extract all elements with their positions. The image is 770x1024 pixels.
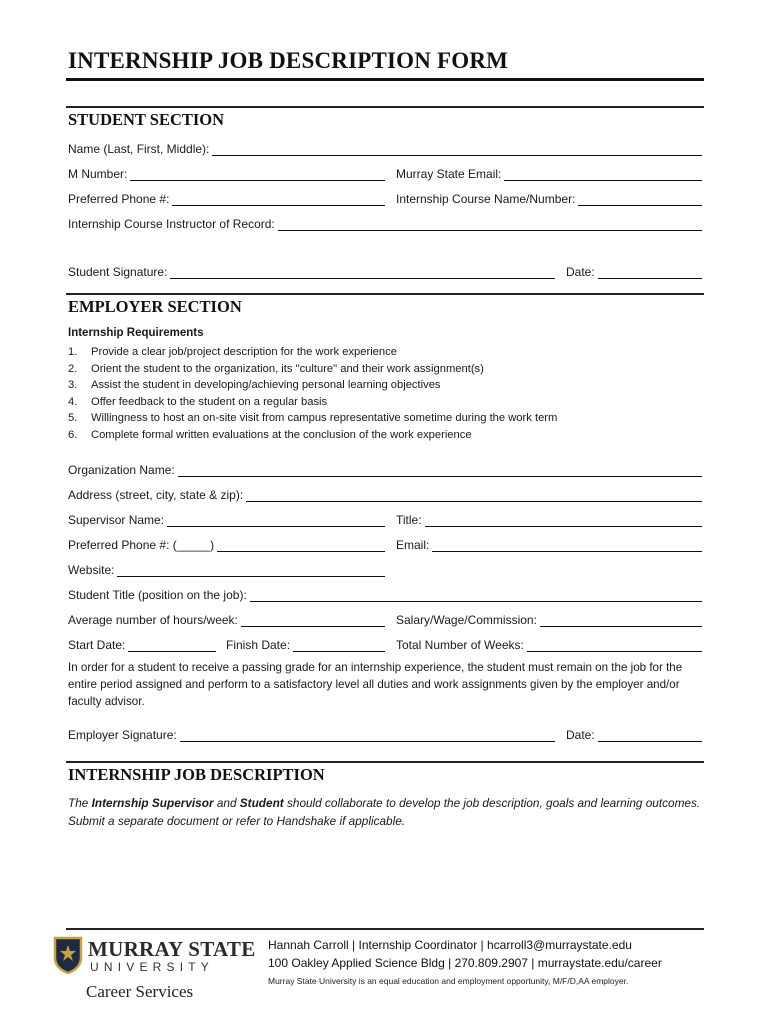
student-phone-label: Preferred Phone #: [68, 192, 170, 206]
grading-notice: In order for a student to receive a passing grade for an internship experience, the student must remain on the job for the entire period assigned and perform to a satisfactory level all duties and work assignments given by the employer and/or faculty advisor. [68, 661, 683, 708]
student-signature-label: Student Signature: [68, 265, 168, 279]
student-email-row [396, 165, 702, 181]
course-row [396, 190, 702, 206]
footer-line-2: 100 Oakley Applied Science Bldg | 270.809.2907 | murraystate.edu/career [268, 956, 662, 970]
weeks-row [396, 636, 702, 652]
course-field[interactable] [578, 192, 702, 206]
website-row [68, 561, 385, 577]
address-field[interactable] [246, 488, 702, 502]
student-section-divider [66, 106, 704, 108]
instructor-field[interactable] [278, 217, 702, 231]
hours-row [68, 611, 385, 627]
website-label: Website: [68, 563, 115, 577]
requirements-heading: Internship Requirements [68, 327, 204, 339]
hours-field[interactable] [241, 613, 385, 627]
hours-label: Average number of hours/week: [68, 613, 238, 627]
employer-email-row [396, 536, 702, 552]
requirements-list [68, 344, 557, 443]
start-date-label: Start Date: [68, 638, 126, 652]
student-phone-row [68, 190, 385, 206]
list-item: 1. Provide a clear job/project description for the work experience [68, 346, 397, 358]
employer-phone-field[interactable] [217, 538, 385, 552]
list-item: 6. Complete formal written evaluations at the conclusion of the work experience [68, 428, 472, 441]
supervisor-title-label: Title: [396, 513, 422, 527]
student-title-row [68, 586, 702, 602]
form-title: INTERNSHIP JOB DESCRIPTION FORM [68, 48, 509, 73]
employer-section-heading: EMPLOYER SECTION [68, 297, 242, 316]
student-date-field[interactable] [598, 265, 702, 279]
salary-row [396, 611, 702, 627]
employer-email-label: Email: [396, 538, 430, 552]
address-row [68, 486, 702, 502]
student-name-label: Name (Last, First, Middle): [68, 142, 210, 156]
employer-date-row [566, 726, 702, 742]
employer-signature-label: Employer Signature: [68, 728, 177, 742]
logo-university: UNIVERSITY [90, 960, 215, 974]
list-item: 4. Offer feedback to the student on a regular basis [68, 395, 328, 408]
supervisor-title-field[interactable] [425, 513, 702, 527]
course-label: Internship Course Name/Number: [396, 192, 576, 206]
student-name-field[interactable] [212, 142, 702, 156]
salary-field[interactable] [540, 613, 702, 627]
mnumber-label: M Number: [68, 167, 128, 181]
logo-name: MURRAY STATE [88, 937, 256, 961]
student-phone-field[interactable] [172, 192, 385, 206]
student-title-field[interactable] [250, 588, 702, 602]
employer-date-label: Date: [566, 728, 595, 742]
footer-eeo-notice: Murray State University is an equal education and employment opportunity, M/F/D,AA employer. [268, 976, 629, 986]
weeks-field[interactable] [527, 638, 702, 652]
employer-email-field[interactable] [432, 538, 702, 552]
student-name-row [68, 140, 702, 156]
murray-state-logo [52, 934, 262, 1000]
student-email-field[interactable] [504, 167, 702, 181]
student-section-heading: STUDENT SECTION [68, 110, 225, 129]
employer-signature-field[interactable] [180, 728, 555, 742]
start-date-row [68, 636, 216, 652]
student-signature-field[interactable] [170, 265, 555, 279]
list-item: 2. Orient the student to the organization, its "culture" and their work assignment(s) [68, 362, 484, 375]
mnumber-field[interactable] [130, 167, 385, 181]
finish-date-field[interactable] [293, 638, 385, 652]
shield-icon [53, 936, 83, 974]
salary-label: Salary/Wage/Commission: [396, 613, 537, 627]
student-title-label: Student Title (position on the job): [68, 588, 247, 602]
instructor-label: Internship Course Instructor of Record: [68, 217, 275, 231]
finish-date-label: Finish Date: [226, 638, 291, 652]
footer-contact [268, 936, 662, 990]
footer-line-1: Hannah Carroll | Internship Coordinator | hcarroll3@murraystate.edu [268, 938, 632, 952]
org-name-label: Organization Name: [68, 463, 175, 477]
website-field[interactable] [117, 563, 385, 577]
finish-date-row [226, 636, 385, 652]
supervisor-row [68, 511, 385, 527]
supervisor-field[interactable] [167, 513, 385, 527]
job-description-divider [66, 761, 704, 763]
job-description-heading: INTERNSHIP JOB DESCRIPTION [68, 765, 325, 784]
employer-section-divider [66, 293, 704, 295]
student-date-label: Date: [566, 265, 595, 279]
org-name-row [68, 461, 702, 477]
supervisor-label: Supervisor Name: [68, 513, 165, 527]
supervisor-title-row [396, 511, 702, 527]
employer-date-field[interactable] [598, 728, 702, 742]
logo-department: Career Services [86, 982, 194, 1001]
employer-phone-label: Preferred Phone #: (_____) [68, 538, 215, 552]
student-signature-row [68, 263, 555, 279]
mnumber-row [68, 165, 385, 181]
org-name-field[interactable] [178, 463, 702, 477]
student-date-row [566, 263, 702, 279]
weeks-label: Total Number of Weeks: [396, 638, 524, 652]
title-divider [66, 78, 704, 81]
address-label: Address (street, city, state & zip): [68, 488, 244, 502]
list-item: 5. Willingness to host an on-site visit from campus representative sometime during the work term [68, 412, 558, 424]
start-date-field[interactable] [128, 638, 216, 652]
employer-phone-row [68, 536, 385, 552]
instructor-row [68, 215, 702, 231]
footer-divider [66, 928, 704, 930]
list-item: 3. Assist the student in developing/achieving personal learning objectives [68, 379, 441, 391]
employer-signature-row [68, 726, 555, 742]
job-description-instructions: The Internship Supervisor and Student should collaborate to develop the job description, goals and learning outcomes. Submit a separate document or refer to Handshake if applicable. [68, 796, 701, 828]
student-email-label: Murray State Email: [396, 167, 502, 181]
